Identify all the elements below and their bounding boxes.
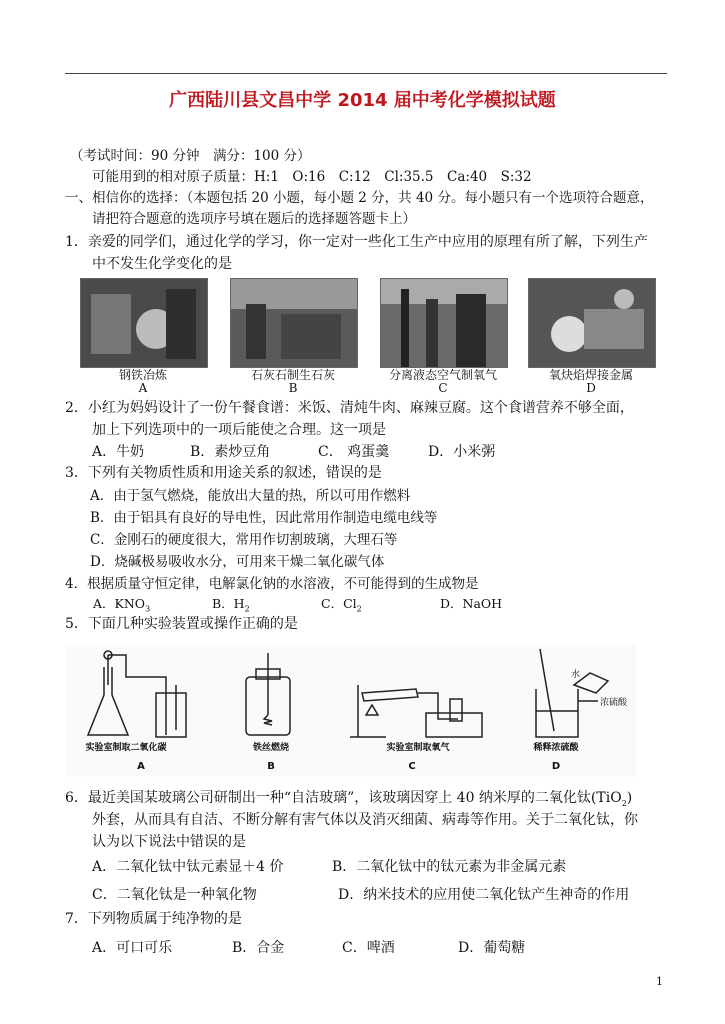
water-label: 水 bbox=[571, 670, 581, 680]
q4-option-a: A．$KNO_3$ bbox=[93, 596, 151, 614]
q3-option-a: A．由于氢气燃烧，能放出大量的热，所以可用作燃料 bbox=[90, 488, 411, 504]
q1-photo-a-label: 钢铁冶炼 bbox=[118, 368, 167, 382]
q1-stem-line2: 中不发生化学变化的是 bbox=[92, 256, 232, 272]
q6-option-c: C．二氧化钛是一种氧化物 bbox=[92, 887, 257, 903]
q7-option-c: C．啤酒 bbox=[342, 940, 395, 956]
q4-option-b: B．$H_2$ bbox=[212, 596, 250, 614]
q6-stem-line1: 6．最近美国某玻璃公司研制出一种“自洁玻璃”，该玻璃因穿上 40 纳米厚的二氧化钛(TiO$_2$) bbox=[65, 790, 633, 808]
q6-stem-line2: 外套，从而具有自洁、不断分解有害气体以及消灭细菌、病毒等作用。关于二氧化钛，你 bbox=[92, 812, 638, 828]
q4-stem: 4．根据质量守恒定律，电解氯化钠的水溶液，不可能得到的生成物是 bbox=[65, 576, 479, 592]
q7-option-b: B．合金 bbox=[232, 940, 285, 956]
section1-line1: 一、相信你的选择：（本题包括 20 小题，每小题 2 分，共 40 分。每小题只有一个选项符合题意， bbox=[65, 190, 654, 206]
q3-option-c: C．金刚石的硬度很大，常用作切割玻璃，大理石等 bbox=[90, 532, 398, 548]
q1-photo-d bbox=[528, 278, 656, 368]
q7-option-d: D．葡萄糖 bbox=[458, 940, 526, 956]
q6-option-d: D．纳米技术的应用使二氧化钛产生神奇的作用 bbox=[338, 887, 630, 903]
q1-photo-a bbox=[80, 278, 208, 368]
q1-photo-b-letter: B bbox=[288, 381, 298, 395]
apparatus-d-letter: D bbox=[551, 761, 561, 772]
q3-stem: 3．下列有关物质性质和用途关系的叙述，错误的是 bbox=[65, 465, 382, 481]
apparatus-b-label: 铁丝燃烧 bbox=[252, 743, 290, 753]
q1-photo-c-letter: C bbox=[438, 381, 448, 395]
q3-option-d: D．烧碱极易吸收水分，可用来干燥二氧化碳气体 bbox=[90, 554, 385, 570]
section1-line2: 请把符合题意的选项序号填在题后的选择题答题卡上） bbox=[92, 211, 416, 227]
q7-stem: 7．下列物质属于纯净物的是 bbox=[65, 911, 242, 927]
apparatus-b-letter: B bbox=[267, 761, 275, 772]
apparatus-d bbox=[536, 649, 608, 737]
page-title: 广西陆川县文昌中学 2014 届中考化学模拟试题 bbox=[169, 90, 556, 111]
q1-photo-b bbox=[230, 278, 358, 368]
q4-option-d: D．NaOH bbox=[440, 596, 503, 611]
apparatus-b bbox=[246, 653, 290, 735]
q1-photo-c-label: 分离液态空气制氧气 bbox=[388, 368, 497, 382]
q1-photo-c bbox=[380, 278, 508, 368]
q6-option-a: A．二氧化钛中钛元素显＋4 价 bbox=[92, 859, 284, 875]
q3-option-b: B．由于铝具有良好的导电性，因此常用作制造电缆电线等 bbox=[90, 510, 438, 526]
q2-stem-line2: 加上下列选项中的一项后能使之合理。这一项是 bbox=[92, 422, 386, 438]
exam-info: （考试时间：90 分钟 满分：100 分） bbox=[70, 148, 311, 164]
q5-apparatus-figure bbox=[66, 645, 636, 777]
atomic-masses: 可能用到的相对原子质量：H:1 O:16 C:12 Cl:35.5 Ca:40 S:32 bbox=[92, 169, 532, 185]
acid-label: 浓硫酸 bbox=[600, 698, 628, 708]
header-rule bbox=[65, 73, 667, 74]
q2-option-b: B．素炒豆角 bbox=[190, 444, 271, 460]
q7-option-a: A．可口可乐 bbox=[92, 940, 173, 956]
q6-stem-line3: 认为以下说法中错误的是 bbox=[92, 834, 246, 850]
q6-option-b: B．二氧化钛中的钛元素为非金属元素 bbox=[332, 859, 567, 875]
q1-photo-a-letter: A bbox=[138, 381, 148, 395]
q2-option-d: D．小米粥 bbox=[428, 444, 496, 460]
page-number: 1 bbox=[656, 975, 663, 988]
apparatus-a-label: 实验室制取二氧化碳 bbox=[85, 743, 167, 753]
apparatus-d-label: 稀释浓硫酸 bbox=[533, 743, 579, 753]
apparatus-c-letter: C bbox=[408, 761, 416, 772]
apparatus-a-letter: A bbox=[137, 761, 145, 772]
q2-stem-line1: 2．小红为妈妈设计了一份午餐食谱：米饭、清炖牛肉、麻辣豆腐。这个食谱营养不够全面， bbox=[65, 400, 634, 416]
q1-photo-d-letter: D bbox=[586, 381, 596, 395]
q1-photo-b-label: 石灰石制生石灰 bbox=[250, 368, 335, 382]
q1-photo-d-label: 氧炔焰焊接金属 bbox=[548, 368, 633, 382]
q4-option-c: C．$Cl_2$ bbox=[321, 596, 362, 614]
apparatus-c bbox=[350, 685, 482, 737]
q1-stem-line1: 1．亲爱的同学们，通过化学的学习，你一定对一些化工生产中应用的原理有所了解，下列生产 bbox=[65, 234, 648, 250]
apparatus-a bbox=[88, 651, 186, 737]
apparatus-c-label: 实验室制取氧气 bbox=[386, 743, 450, 753]
q2-option-a: A．牛奶 bbox=[92, 444, 145, 460]
q2-option-c: C． 鸡蛋羹 bbox=[318, 444, 390, 460]
q5-stem: 5．下面几种实验装置或操作正确的是 bbox=[65, 616, 298, 632]
